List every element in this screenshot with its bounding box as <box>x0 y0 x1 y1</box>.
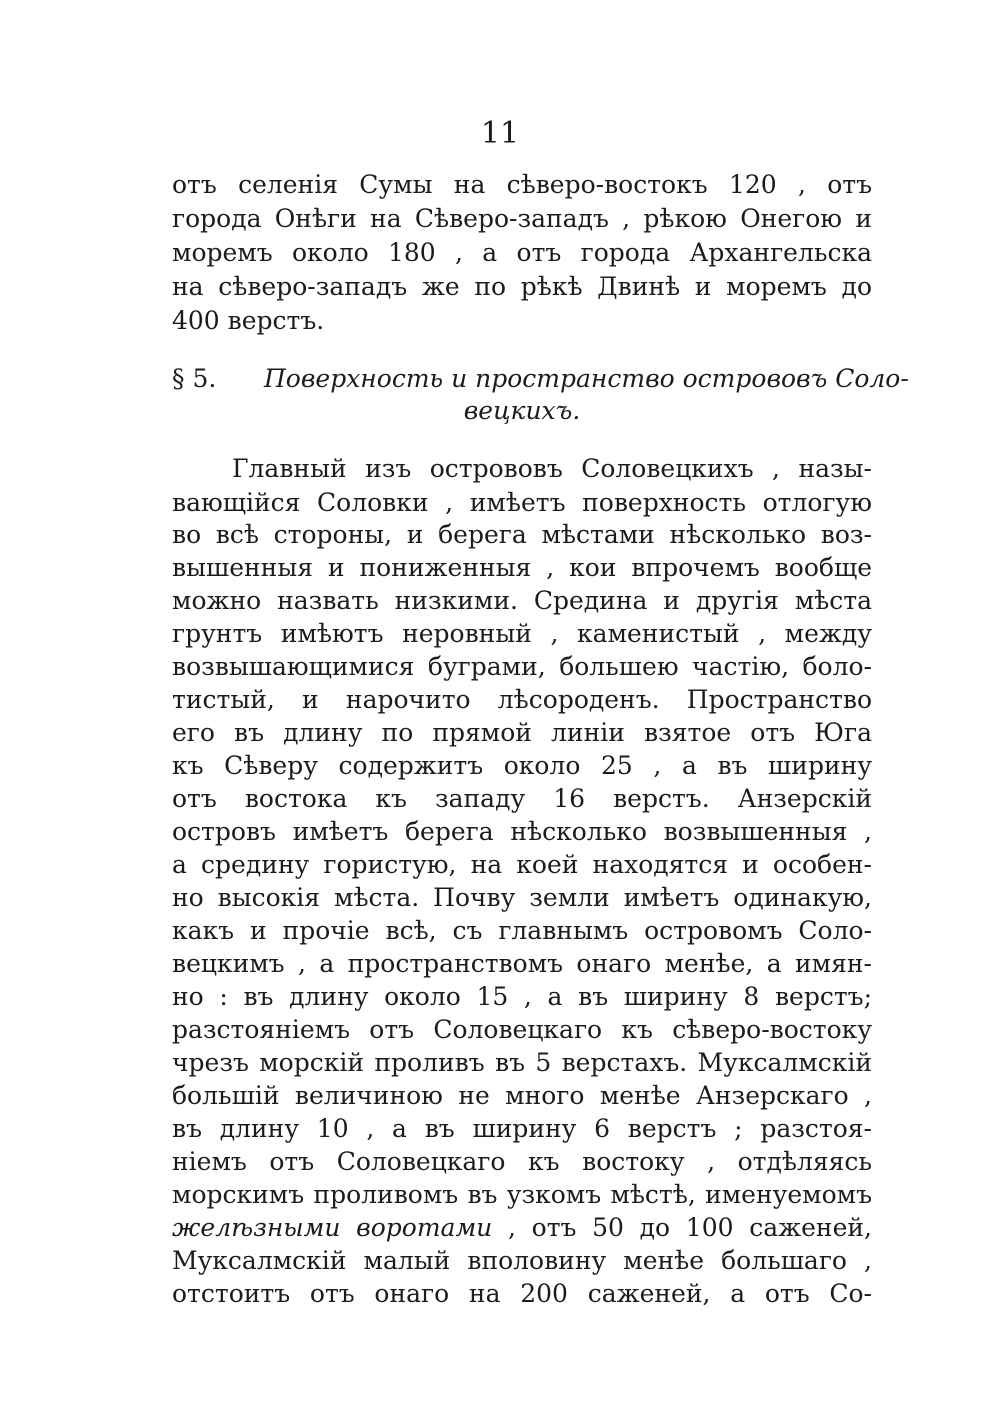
text-line: какъ и прочіе всѣ, съ главнымъ островомъ Соло- <box>172 916 872 945</box>
page-number: 11 <box>480 116 520 151</box>
text-line: вышенныя и пониженныя , кои впрочемъ вообще <box>172 553 872 582</box>
text-fragment: , отъ 50 до 100 саженей, <box>508 1213 872 1242</box>
text-line: морскимъ проливомъ въ узкомъ мѣстѣ, именуемомъ <box>172 1180 872 1209</box>
text-line: возвышающимися буграми, большею частію, боло- <box>172 652 872 681</box>
text-line: а средину гористую, на коей находятся и особен- <box>172 850 872 879</box>
section-number: § 5. <box>172 364 217 393</box>
text-line: грунтъ имѣютъ неровный , каменистый , между <box>172 619 872 648</box>
section-title-continuation: вецкихъ. <box>463 396 581 425</box>
text-line: вецкимъ , а пространствомъ онаго менѣе, а имян- <box>172 949 872 978</box>
text-line: на сѣверо-западъ же по рѣкѣ Двинѣ и моремъ до <box>172 272 872 301</box>
text-line: во всѣ стороны, и берега мѣстами нѣсколько воз- <box>172 520 872 549</box>
text-line: вающійся Соловки , имѣетъ поверхность отлогую <box>172 488 872 517</box>
text-line-with-italic <box>172 1211 872 1245</box>
text-line: отстоитъ отъ онаго на 200 саженей, а отъ Со- <box>172 1279 872 1308</box>
section-title: Поверхность и пространство острововъ Соло- <box>264 364 909 393</box>
text-line: но высокія мѣста. Почву земли имѣетъ одинакую, <box>172 883 872 912</box>
text-line: моремъ около 180 , а отъ города Архангельска <box>172 238 872 267</box>
text-line: его въ длину по прямой линіи взятое отъ Юга <box>172 718 872 747</box>
text-line: отъ востока къ западу 16 верстъ. Анзерскій <box>172 784 872 813</box>
text-line: большій величиною не много менѣе Анзерскаго , <box>172 1081 872 1110</box>
section-heading <box>172 362 909 396</box>
text-line: чрезъ морскій проливъ въ 5 верстахъ. Муксалмскій <box>172 1048 872 1077</box>
italic-phrase: желѣзными воротами <box>172 1213 493 1242</box>
text-line: но : въ длину около 15 , а въ ширину 8 верстъ; <box>172 982 872 1011</box>
text-line: отъ селенія Сумы на сѣверо-востокъ 120 , отъ <box>172 170 872 199</box>
text-line: можно назвать низкими. Средина и другія мѣста <box>172 586 872 615</box>
text-line: Муксалмскій малый вполовину менѣе большаго , <box>172 1246 872 1275</box>
text-line: разстояніемъ отъ Соловецкаго къ сѣверо-востоку <box>172 1015 872 1044</box>
text-line: Главный изъ острововъ Соловецкихъ , назы- <box>232 454 872 483</box>
text-line: къ Сѣверу содержитъ около 25 , а въ ширину <box>172 751 872 780</box>
text-line: въ длину 10 , а въ ширину 6 верстъ ; разстоя- <box>172 1114 872 1143</box>
text-line: тистый, и нарочито лѣсороденъ. Пространство <box>172 685 872 714</box>
text-line: 400 верстъ. <box>172 306 325 335</box>
text-line: островъ имѣетъ берега нѣсколько возвышенныя , <box>172 817 872 846</box>
text-line: ніемъ отъ Соловецкаго къ востоку , отдѣляясь <box>172 1147 872 1176</box>
text-line: города Онѣги на Сѣверо-западъ , рѣкою Онегою и <box>172 204 872 233</box>
